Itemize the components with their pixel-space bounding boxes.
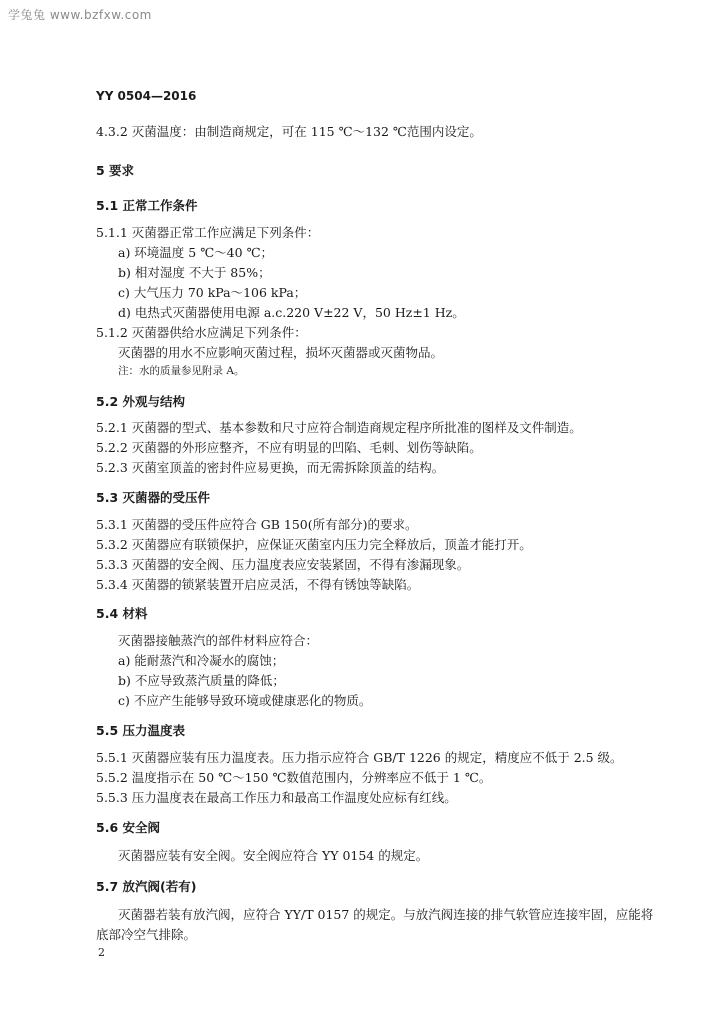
clause-5-3-3: 5.3.3 灭菌器的安全阀、压力温度表应安装紧固，不得有渗漏现象。 xyxy=(96,557,470,572)
paragraph-materials: 灭菌器接触蒸汽的部件材料应符合： xyxy=(118,633,319,648)
paragraph-safety-valve: 灭菌器应装有安全阀。安全阀应符合 YY 0154 的规定。 xyxy=(118,848,429,863)
note-water-quality: 注：水的质量参见附录 A。 xyxy=(118,365,245,377)
heading-5-6: 5.6 安全阀 xyxy=(96,820,160,835)
clause-5-5-1: 5.5.1 灭菌器应装有压力温度表。压力指示应符合 GB/T 1226 的规定，精度应不低于 2.5 级。 xyxy=(96,750,623,765)
clause-5-5-3: 5.5.3 压力温度表在最高工作压力和最高工作温度处应标有红线。 xyxy=(96,790,457,805)
list-item-c: c) 大气压力 70 kPa～106 kPa； xyxy=(118,285,307,300)
watermark: 学兔兔 www.bzfxw.com xyxy=(8,8,152,22)
clause-5-2-2: 5.2.2 灭菌器的外形应整齐，不应有明显的凹陷、毛刺、划伤等缺陷。 xyxy=(96,440,482,455)
heading-5-7: 5.7 放汽阀(若有) xyxy=(96,879,197,894)
heading-5-4: 5.4 材料 xyxy=(96,606,148,621)
heading-5-1: 5.1 正常工作条件 xyxy=(96,198,198,213)
heading-5-5: 5.5 压力温度表 xyxy=(96,723,185,738)
page-number: 2 xyxy=(98,946,105,959)
list-item-a: a) 环境温度 5 ℃～40 ℃； xyxy=(118,245,274,260)
clause-5-3-2: 5.3.2 灭菌器应有联锁保护，应保证灭菌室内压力完全释放后，顶盖才能打开。 xyxy=(96,537,532,552)
paragraph-water: 灭菌器的用水不应影响灭菌过程，损坏灭菌器或灭菌物品。 xyxy=(118,345,444,360)
clause-5-2-3: 5.2.3 灭菌室顶盖的密封件应易更换，而无需拆除顶盖的结构。 xyxy=(96,460,445,475)
clause-4-3-2: 4.3.2 灭菌温度：由制造商规定，可在 115 ℃～132 ℃范围内设定。 xyxy=(96,124,482,139)
paragraph-vent-valve: 灭菌器若装有放汽阀，应符合 YY/T 0157 的规定。与放汽阀连接的排气软管应连接牢固，应能将 xyxy=(118,907,654,922)
list-item-b: b) 相对湿度 不大于 85%； xyxy=(118,265,271,280)
clause-5-5-2: 5.5.2 温度指示在 50 ℃～150 ℃数值范围内，分辨率应不低于 1 ℃。 xyxy=(96,770,492,785)
list-item-d: d) 电热式灭菌器使用电源 a.c.220 V±22 V，50 Hz±1 Hz。 xyxy=(118,305,465,320)
clause-5-2-1: 5.2.1 灭菌器的型式、基本参数和尺寸应符合制造商规定程序所批准的图样及文件制造。 xyxy=(96,420,582,435)
paragraph-vent-valve-cont: 底部冷空气排除。 xyxy=(96,927,197,942)
document-number: YY 0504—2016 xyxy=(96,89,197,103)
clause-5-3-1: 5.3.1 灭菌器的受压件应符合 GB 150(所有部分)的要求。 xyxy=(96,517,418,532)
heading-5: 5 要求 xyxy=(96,163,135,178)
clause-5-1-1: 5.1.1 灭菌器正常工作应满足下列条件： xyxy=(96,225,320,240)
clause-5-3-4: 5.3.4 灭菌器的锁紧装置开启应灵活，不得有锈蚀等缺陷。 xyxy=(96,577,420,592)
material-item-a: a) 能耐蒸汽和冷凝水的腐蚀； xyxy=(118,653,285,668)
heading-5-3: 5.3 灭菌器的受压件 xyxy=(96,490,210,505)
material-item-b: b) 不应导致蒸汽质量的降低； xyxy=(118,673,285,688)
material-item-c: c) 不应产生能够导致环境或健康恶化的物质。 xyxy=(118,693,372,708)
heading-5-2: 5.2 外观与结构 xyxy=(96,394,185,409)
clause-5-1-2: 5.1.2 灭菌器供给水应满足下列条件： xyxy=(96,325,307,340)
